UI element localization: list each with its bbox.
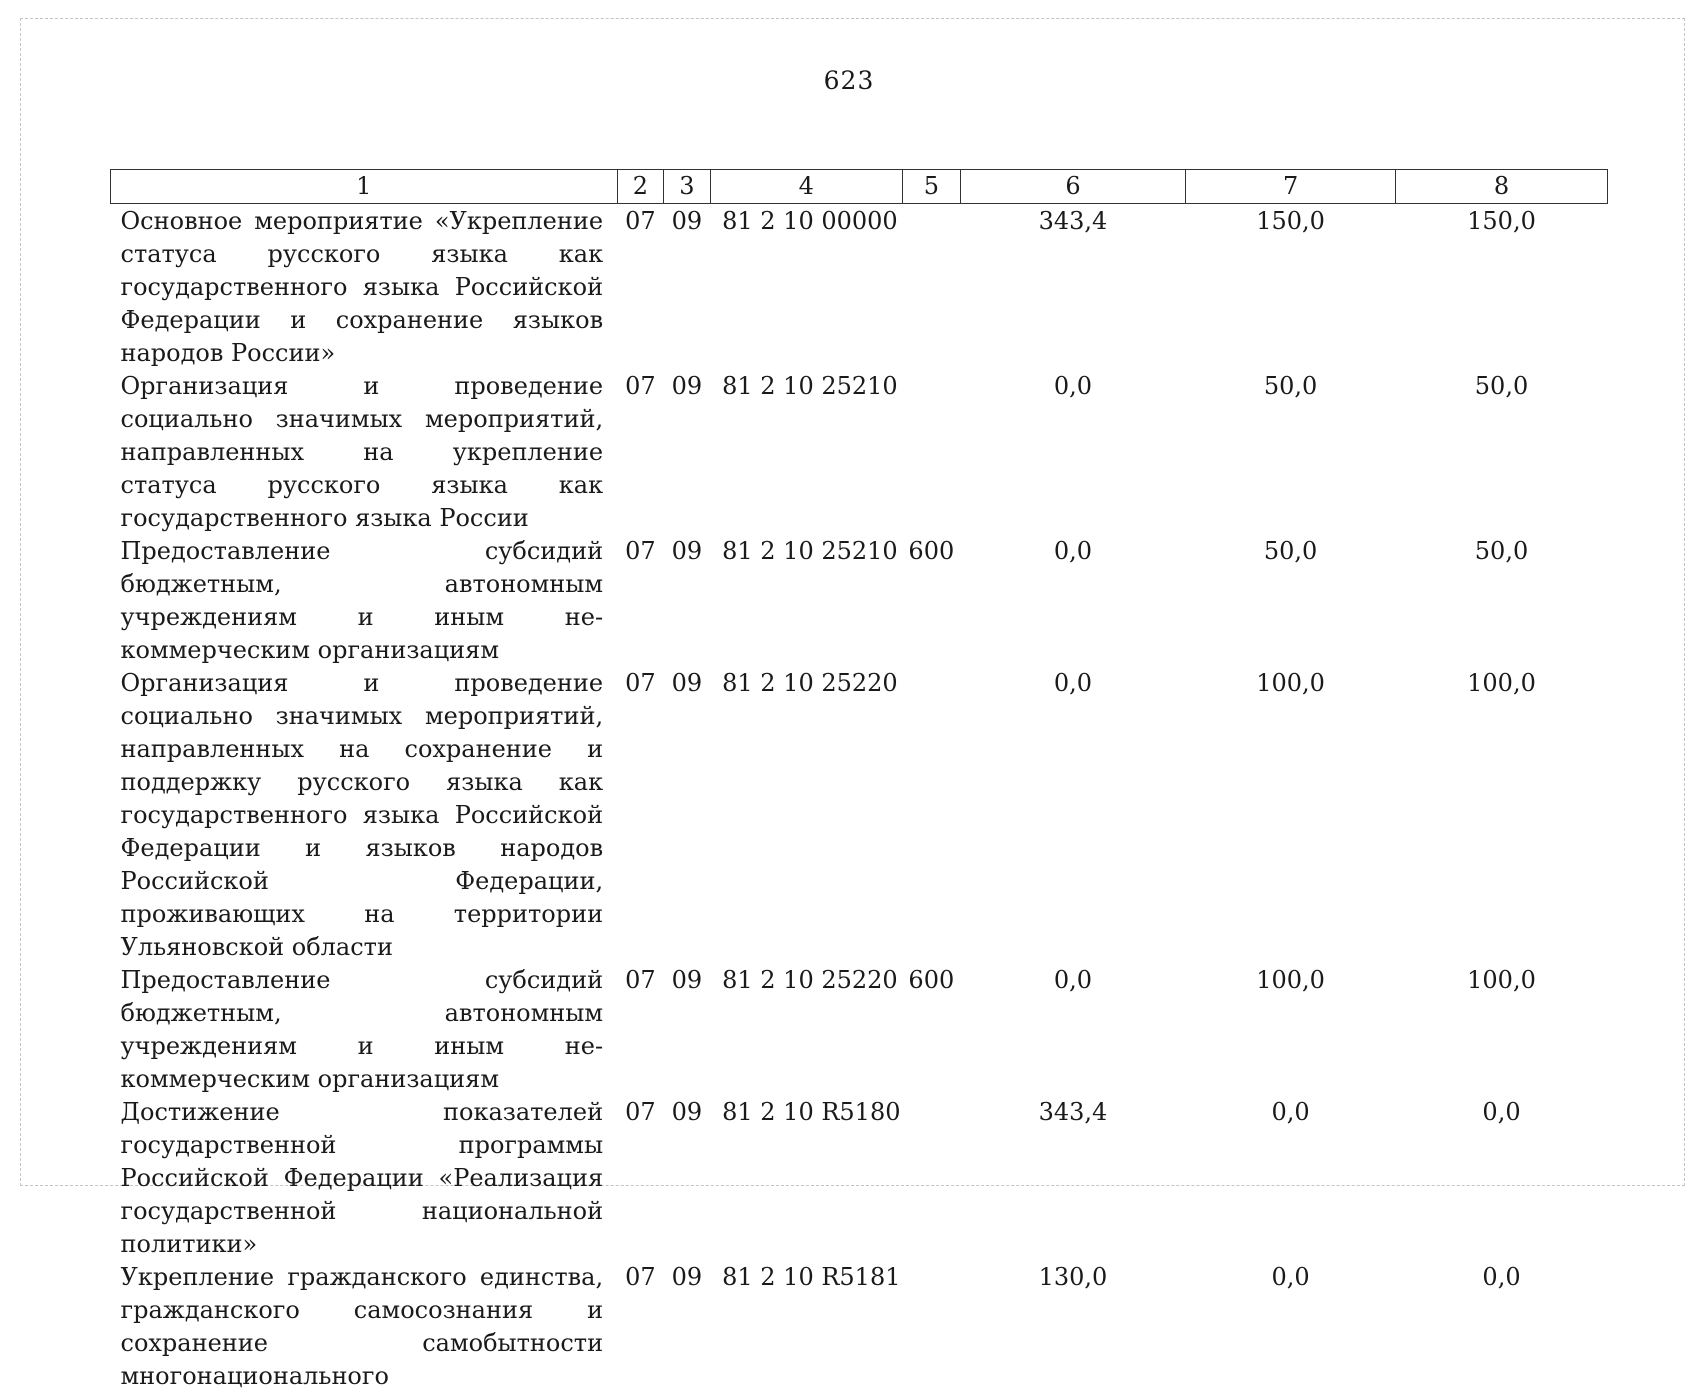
row-amount-col6: 0,0 bbox=[960, 370, 1185, 535]
row-expense-type bbox=[902, 370, 960, 535]
row-section: 07 bbox=[617, 964, 664, 1096]
row-subsection: 09 bbox=[664, 535, 711, 667]
row-subsection: 09 bbox=[664, 1261, 711, 1393]
row-amount-col8: 50,0 bbox=[1396, 535, 1608, 667]
row-subsection: 09 bbox=[664, 964, 711, 1096]
row-expense-type bbox=[902, 1261, 960, 1393]
row-amount-col7: 100,0 bbox=[1186, 964, 1396, 1096]
row-name: Организация и проведение социально значимых мероприятий, направленных на сохранение и поддержку русского языка как государственного языка Российской Федерации и языков народов Российской Федерации, проживающих на территории Ульяновской области bbox=[111, 667, 618, 964]
row-amount-col7: 50,0 bbox=[1186, 370, 1396, 535]
budget-table bbox=[110, 169, 1608, 1393]
row-amount-col7: 0,0 bbox=[1186, 1096, 1396, 1261]
row-target-article: 81 2 10 25220 bbox=[710, 667, 902, 964]
header-col-1: 1 bbox=[111, 170, 618, 204]
row-target-article: 81 2 10 R5180 bbox=[710, 1096, 902, 1261]
row-target-article: 81 2 10 25220 bbox=[710, 964, 902, 1096]
row-section: 07 bbox=[617, 1261, 664, 1393]
header-col-2: 2 bbox=[617, 170, 664, 204]
row-amount-col6: 0,0 bbox=[960, 964, 1185, 1096]
table-row bbox=[111, 204, 1608, 371]
row-subsection: 09 bbox=[664, 1096, 711, 1261]
table-row bbox=[111, 1261, 1608, 1393]
table-row bbox=[111, 964, 1608, 1096]
row-name: Основное мероприятие «Укрепление статуса русского языка как государственного языка Российской Федерации и сохранение языков народов России» bbox=[111, 204, 618, 371]
row-name: Предоставление субсидий бюджетным, автономным учреждениям и иным некоммерческим организациям bbox=[111, 535, 618, 667]
row-subsection: 09 bbox=[664, 667, 711, 964]
row-amount-col7: 0,0 bbox=[1186, 1261, 1396, 1393]
row-name: Достижение показателей государственной программы Российской Федерации «Реализация государственной национальной политики» bbox=[111, 1096, 618, 1261]
row-section: 07 bbox=[617, 204, 664, 371]
header-col-5: 5 bbox=[902, 170, 960, 204]
row-amount-col6: 0,0 bbox=[960, 667, 1185, 964]
row-subsection: 09 bbox=[664, 370, 711, 535]
page-number: 623 bbox=[0, 66, 1698, 95]
row-target-article: 81 2 10 R5181 bbox=[710, 1261, 902, 1393]
row-amount-col8: 50,0 bbox=[1396, 370, 1608, 535]
row-amount-col8: 0,0 bbox=[1396, 1096, 1608, 1261]
header-col-4: 4 bbox=[710, 170, 902, 204]
row-amount-col6: 343,4 bbox=[960, 1096, 1185, 1261]
row-name: Организация и проведение социально значимых мероприятий, направленных на укрепление статуса русского языка как государственного языка России bbox=[111, 370, 618, 535]
row-section: 07 bbox=[617, 535, 664, 667]
header-col-3: 3 bbox=[664, 170, 711, 204]
row-amount-col8: 0,0 bbox=[1396, 1261, 1608, 1393]
row-amount-col8: 100,0 bbox=[1396, 964, 1608, 1096]
row-amount-col8: 100,0 bbox=[1396, 667, 1608, 964]
row-expense-type bbox=[902, 204, 960, 371]
row-expense-type: 600 bbox=[902, 535, 960, 667]
header-col-8: 8 bbox=[1396, 170, 1608, 204]
row-target-article: 81 2 10 25210 bbox=[710, 370, 902, 535]
row-expense-type bbox=[902, 1096, 960, 1261]
row-amount-col7: 100,0 bbox=[1186, 667, 1396, 964]
row-amount-col6: 0,0 bbox=[960, 535, 1185, 667]
table-row bbox=[111, 1096, 1608, 1261]
header-col-6: 6 bbox=[960, 170, 1185, 204]
row-amount-col6: 343,4 bbox=[960, 204, 1185, 371]
table-row bbox=[111, 667, 1608, 964]
header-row bbox=[111, 170, 1608, 204]
row-target-article: 81 2 10 00000 bbox=[710, 204, 902, 371]
table-row bbox=[111, 535, 1608, 667]
table-body bbox=[111, 204, 1608, 1393]
row-section: 07 bbox=[617, 370, 664, 535]
row-amount-col6: 130,0 bbox=[960, 1261, 1185, 1393]
row-subsection: 09 bbox=[664, 204, 711, 371]
table-row bbox=[111, 370, 1608, 535]
header-col-7: 7 bbox=[1186, 170, 1396, 204]
row-amount-col7: 50,0 bbox=[1186, 535, 1396, 667]
table-header bbox=[111, 170, 1608, 204]
row-section: 07 bbox=[617, 1096, 664, 1261]
row-expense-type: 600 bbox=[902, 964, 960, 1096]
row-name: Укрепление гражданского единства, гражданского самосознания и сохранение самобытности многонационального bbox=[111, 1261, 618, 1393]
row-target-article: 81 2 10 25210 bbox=[710, 535, 902, 667]
row-section: 07 bbox=[617, 667, 664, 964]
row-amount-col7: 150,0 bbox=[1186, 204, 1396, 371]
row-expense-type bbox=[902, 667, 960, 964]
row-name: Предоставление субсидий бюджетным, автономным учреждениям и иным некоммерческим организациям bbox=[111, 964, 618, 1096]
row-amount-col8: 150,0 bbox=[1396, 204, 1608, 371]
